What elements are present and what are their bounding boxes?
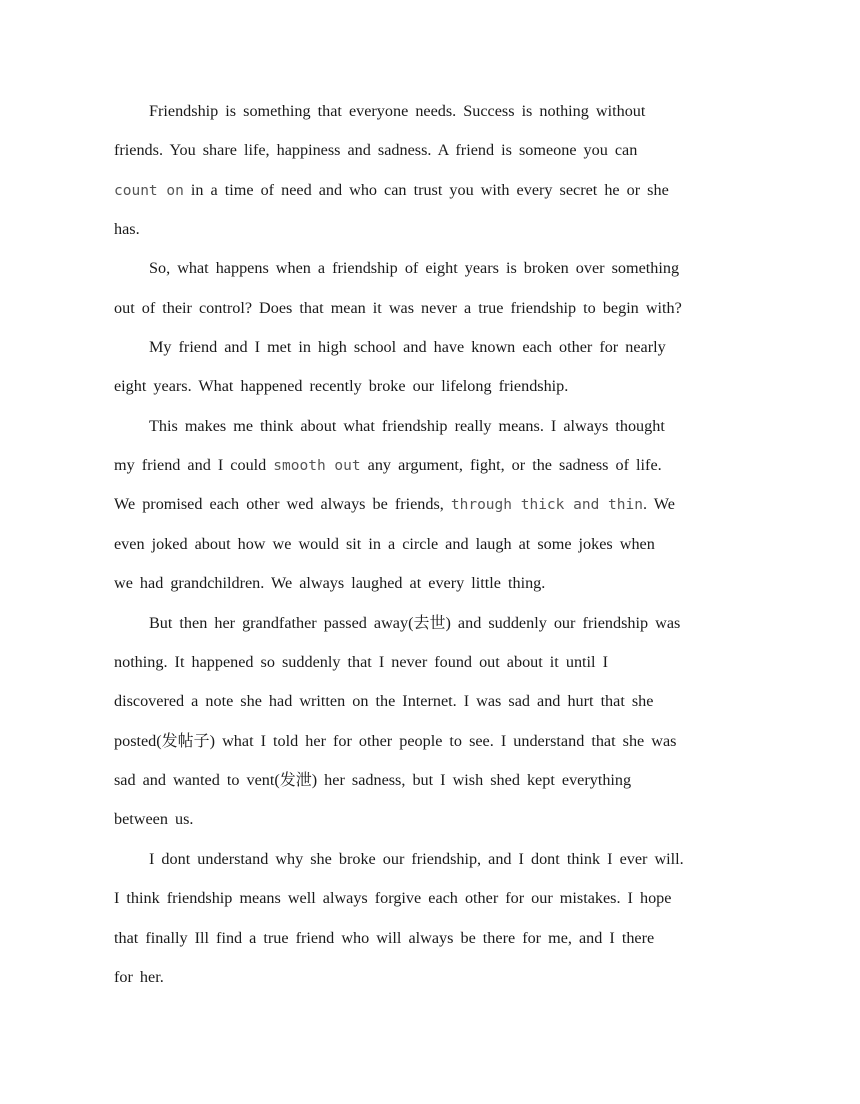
text-run: My friend and I met in high school and have known each other for nearly bbox=[149, 338, 666, 356]
highlighted-phrase: smooth out bbox=[273, 458, 361, 474]
paragraph-6-line-1 bbox=[149, 847, 684, 871]
text-run: . We bbox=[642, 495, 675, 513]
paragraph-6-line-2 bbox=[114, 886, 671, 910]
paragraph-6-line-3 bbox=[114, 926, 654, 950]
paragraph-5-line-3 bbox=[114, 689, 653, 713]
paragraph-3-line-1 bbox=[149, 335, 666, 359]
paragraph-5-line-5 bbox=[114, 768, 631, 792]
paragraph-4-line-1 bbox=[149, 414, 665, 438]
text-run: in a time of need and who can trust you with every secret he or she bbox=[183, 181, 669, 199]
text-run: that finally Ill find a true friend who will always be there for me, and I there bbox=[114, 929, 655, 947]
text-run: eight years. What happened recently broke our lifelong friendship. bbox=[114, 377, 569, 395]
highlighted-phrase: through thick and thin bbox=[450, 497, 643, 513]
paragraph-1-line-3 bbox=[114, 178, 669, 202]
paragraph-5-line-6 bbox=[114, 807, 193, 831]
paragraph-2-line-1 bbox=[149, 256, 679, 280]
text-run: sad and wanted to vent( bbox=[114, 771, 280, 789]
chinese-gloss: 发泄 bbox=[279, 770, 312, 789]
text-run: has. bbox=[114, 220, 140, 238]
text-run: discovered a note she had written on the Internet. I was sad and hurt that she bbox=[114, 692, 654, 710]
paragraph-4-line-2 bbox=[114, 453, 662, 477]
paragraph-5-line-4 bbox=[114, 729, 676, 753]
highlighted-phrase: count on bbox=[114, 183, 184, 199]
text-run: even joked about how we would sit in a circle and laugh at some jokes when bbox=[114, 535, 655, 553]
chinese-gloss: 发帖子 bbox=[161, 731, 210, 750]
text-run: We promised each other wed always be friends, bbox=[114, 495, 451, 513]
paragraph-3-line-2 bbox=[114, 374, 568, 398]
text-run: we had grandchildren. We always laughed at every little thing. bbox=[114, 574, 546, 592]
paragraph-1-line-2 bbox=[114, 138, 637, 162]
paragraph-4-line-4 bbox=[114, 532, 655, 556]
text-run: nothing. It happened so suddenly that I never found out about it until I bbox=[114, 653, 608, 671]
paragraph-4-line-3 bbox=[114, 492, 675, 516]
text-run: friends. You share life, happiness and sadness. A friend is someone you can bbox=[114, 141, 638, 159]
paragraph-5-line-1 bbox=[149, 611, 680, 635]
paragraph-6-line-4 bbox=[114, 965, 164, 989]
paragraph-4-line-5 bbox=[114, 571, 545, 595]
paragraph-2-line-2 bbox=[114, 296, 682, 320]
paragraph-5-line-2 bbox=[114, 650, 608, 674]
text-run: ) and suddenly our friendship was bbox=[445, 614, 681, 632]
text-run: for her. bbox=[114, 968, 164, 986]
text-run: But then her grandfather passed away( bbox=[149, 614, 414, 632]
paragraph-1-line-1 bbox=[149, 99, 645, 123]
text-run: posted( bbox=[114, 732, 162, 750]
text-run: any argument, fight, or the sadness of life. bbox=[360, 456, 662, 474]
text-run: I dont understand why she broke our friendship, and I dont think I ever will. bbox=[149, 850, 684, 868]
text-run: Friendship is something that everyone needs. Success is nothing without bbox=[149, 102, 646, 120]
text-run: out of their control? Does that mean it was never a true friendship to begin with? bbox=[114, 299, 682, 317]
paragraph-1-line-4 bbox=[114, 217, 140, 241]
text-run: ) her sadness, but I wish shed kept everything bbox=[311, 771, 632, 789]
text-run: between us. bbox=[114, 810, 194, 828]
text-run: ) what I told her for other people to see. I understand that she was bbox=[209, 732, 677, 750]
text-run: So, what happens when a friendship of eight years is broken over something bbox=[149, 259, 680, 277]
text-run: my friend and I could bbox=[114, 456, 274, 474]
chinese-gloss: 去世 bbox=[413, 613, 446, 632]
text-run: I think friendship means well always forgive each other for our mistakes. I hope bbox=[114, 889, 672, 907]
text-run: This makes me think about what friendship really means. I always thought bbox=[149, 417, 665, 435]
